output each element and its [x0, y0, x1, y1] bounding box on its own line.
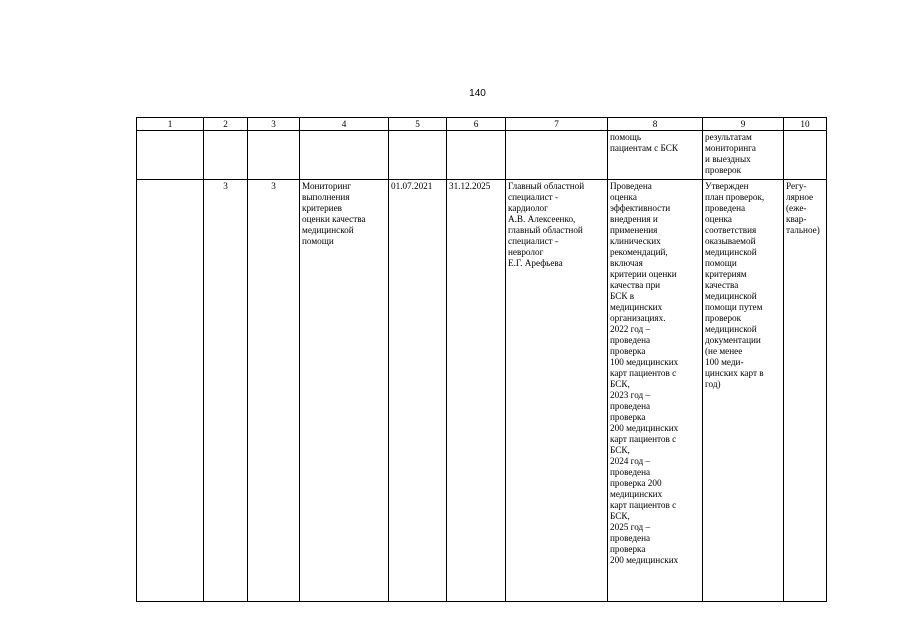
frequency-cell: Регу- лярное (еже- квар- тальное)	[784, 180, 827, 602]
header-cell: 6	[447, 118, 506, 131]
item-number-cell: 3	[204, 180, 248, 602]
header-cell: 9	[703, 118, 784, 131]
header-cell: 10	[784, 118, 827, 131]
table-cell	[784, 131, 827, 180]
header-cell: 2	[204, 118, 248, 131]
header-cell: 5	[389, 118, 447, 131]
end-date-cell: 31.12.2025	[447, 180, 506, 602]
header-cell: 3	[248, 118, 300, 131]
activity-name-cell: Мониторинг выполнения критериев оценки качества медицинской помощи	[300, 180, 389, 602]
result-cell: помощь пациентам с БСК	[608, 131, 703, 180]
continuation-row	[137, 131, 827, 180]
table-cell	[300, 131, 389, 180]
table-cell	[204, 131, 248, 180]
table-cell	[137, 180, 204, 602]
header-row	[137, 118, 827, 131]
table-cell	[447, 131, 506, 180]
table-cell	[506, 131, 608, 180]
table-cell	[137, 131, 204, 180]
header-cell: 7	[506, 118, 608, 131]
page-number: 140	[469, 88, 486, 99]
start-date-cell: 01.07.2021	[389, 180, 447, 602]
table-cell	[389, 131, 447, 180]
header-cell: 4	[300, 118, 389, 131]
responsible-cell: Главный областной специалист - кардиолог А.В. Алексеенко, главный областной специалист - невролог Е.Г. Арефьева	[506, 180, 608, 602]
header-cell: 1	[137, 118, 204, 131]
plan-table	[136, 117, 827, 602]
sub-number-cell: 3	[248, 180, 300, 602]
table-cell	[248, 131, 300, 180]
header-cell: 8	[608, 118, 703, 131]
indicator-cell: результатам мониторинга и выездных проверок	[703, 131, 784, 180]
table-row	[137, 180, 827, 602]
result-cell: Проведена оценка эффективности внедрения и применения клинических рекомендаций, включая критерии оценки качества при БСК в медицинских организациях. 2022 год – проведена проверка 100 медицинских карт пациентов с БСК, 2023 год – проведена проверка 200 медицинских карт пациентов с БСК, 2024 год – проведена проверка 200 медицинских карт пациентов с БСК, 2025 год – проведена проверка 200 медицинских	[608, 180, 703, 602]
indicator-cell: Утвержден план проверок, проведена оценка соответствия оказываемой медицинской помощи критериям качества медицинской помощи путем проверок медицинской документации (не менее 100 меди- цинских карт в год)	[703, 180, 784, 602]
